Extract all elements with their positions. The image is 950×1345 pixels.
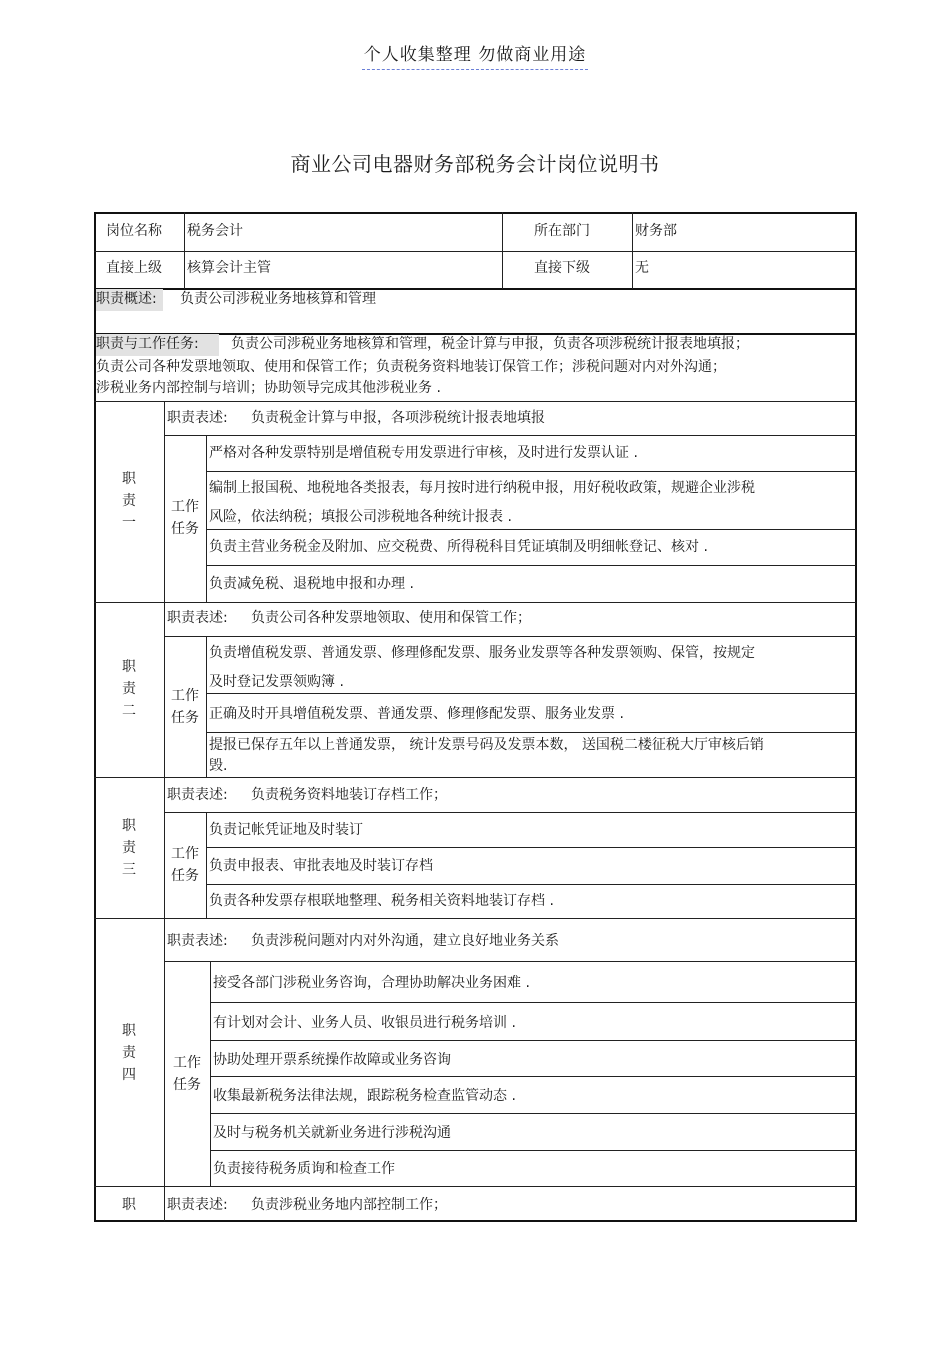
- header-note: 个人收集整理 勿做商业用途: [0, 40, 950, 65]
- work-task-label: 工作 任务: [173, 1055, 201, 1093]
- task-item: 负责申报表、审批表地及时装订存档: [209, 858, 433, 874]
- work-task-label: 工作 任务: [171, 846, 199, 884]
- duty-statement: 负责税金计算与申报，各项涉税统计报表地填报: [251, 410, 545, 426]
- position-name-value: 税务会计: [187, 223, 243, 239]
- duty-statement-label: 职责表述:: [167, 1197, 228, 1213]
- task-item: 及时与税务机关就新业务进行涉税沟通: [213, 1125, 451, 1141]
- duties-and-tasks-label: 职责与工作任务:: [96, 334, 219, 356]
- duty-summary-text: 负责公司涉税业务地核算和管理: [180, 291, 376, 307]
- duty-name: 职 责 三: [122, 818, 136, 878]
- duty-statement-label: 职责表述:: [167, 610, 228, 626]
- direct-superior-value: 核算会计主管: [187, 260, 271, 276]
- duty-name: 职 责 一: [122, 471, 136, 531]
- task-item: 接受各部门涉税业务咨询，合理协助解决业务困难 .: [213, 975, 530, 991]
- direct-subordinate-label: 直接下级: [534, 260, 590, 276]
- duty-name: 职 责 四: [122, 1023, 136, 1083]
- duty-statement-label: 职责表述:: [167, 933, 228, 949]
- duties-intro-line: 负责公司涉税业务地核算和管理，税金计算与申报，负责各项涉税统计报表地填报；: [231, 336, 749, 352]
- task-item: 负责各种发票存根联地整理、税务相关资料地装订存档 .: [209, 893, 554, 909]
- duty-statement: 负责涉税问题对内对外沟通，建立良好地业务关系: [251, 933, 559, 949]
- work-task-label: 工作 任务: [171, 688, 199, 726]
- document-title: 商业公司电器财务部税务会计岗位说明书: [290, 152, 660, 176]
- task-item: 负责增值税发票、普通发票、修理修配发票、服务业发票等各种发票领购、保管，按规定: [209, 645, 755, 661]
- duty-summary-label: 职责概述:: [96, 289, 163, 311]
- task-item: 毁.: [209, 758, 228, 774]
- task-item: 及时登记发票领购簿 .: [209, 674, 344, 690]
- direct-subordinate-value: 无: [635, 260, 649, 276]
- duty-statement: 负责涉税业务地内部控制工作；: [251, 1197, 447, 1213]
- duty-name: 职 责 二: [122, 659, 136, 719]
- task-item: 提报已保存五年以上普通发票， 统计发票号码及发票本数， 送国税二楼征税大厅审核后销: [209, 737, 764, 753]
- duty-statement: 负责公司各种发票地领取、使用和保管工作；: [251, 610, 531, 626]
- task-item: 正确及时开具增值税发票、普通发票、修理修配发票、服务业发票 .: [209, 706, 624, 722]
- department-value: 财务部: [635, 223, 677, 239]
- task-item: 收集最新税务法律法规，跟踪税务检查监管动态 .: [213, 1088, 516, 1104]
- work-task-label: 工作 任务: [171, 499, 199, 537]
- task-item: 负责主营业务税金及附加、应交税费、所得税科目凭证填制及明细帐登记、核对 .: [209, 539, 708, 555]
- duty-name: 职: [122, 1197, 136, 1213]
- task-item: 负责记帐凭证地及时装订: [209, 822, 363, 838]
- duty-statement: 负责税务资料地装订存档工作；: [251, 787, 447, 803]
- task-item: 编制上报国税、地税地各类报表，每月按时进行纳税申报，用好税收政策，规避企业涉税: [209, 480, 755, 496]
- duty-statement-label: 职责表述:: [167, 410, 228, 426]
- department-label: 所在部门: [534, 223, 590, 239]
- task-item: 风险，依法纳税；填报公司涉税地各种统计报表 .: [209, 509, 512, 525]
- duty-statement-label: 职责表述:: [167, 787, 228, 803]
- task-item: 严格对各种发票特别是增值税专用发票进行审核，及时进行发票认证 .: [209, 445, 638, 461]
- duties-intro-line: 负责公司各种发票地领取、使用和保管工作；负责税务资料地装订保管工作；涉税问题对内对外沟通；: [96, 359, 726, 375]
- duties-intro-line: 涉税业务内部控制与培训；协助领导完成其他涉税业务 .: [96, 380, 441, 396]
- task-item: 协助处理开票系统操作故障或业务咨询: [213, 1052, 451, 1068]
- direct-superior-label: 直接上级: [106, 260, 162, 276]
- position-name-label: 岗位名称: [106, 223, 162, 239]
- task-item: 有计划对会计、业务人员、收银员进行税务培训 .: [213, 1015, 516, 1031]
- task-item: 负责接待税务质询和检查工作: [213, 1161, 395, 1177]
- task-item: 负责减免税、退税地申报和办理 .: [209, 576, 414, 592]
